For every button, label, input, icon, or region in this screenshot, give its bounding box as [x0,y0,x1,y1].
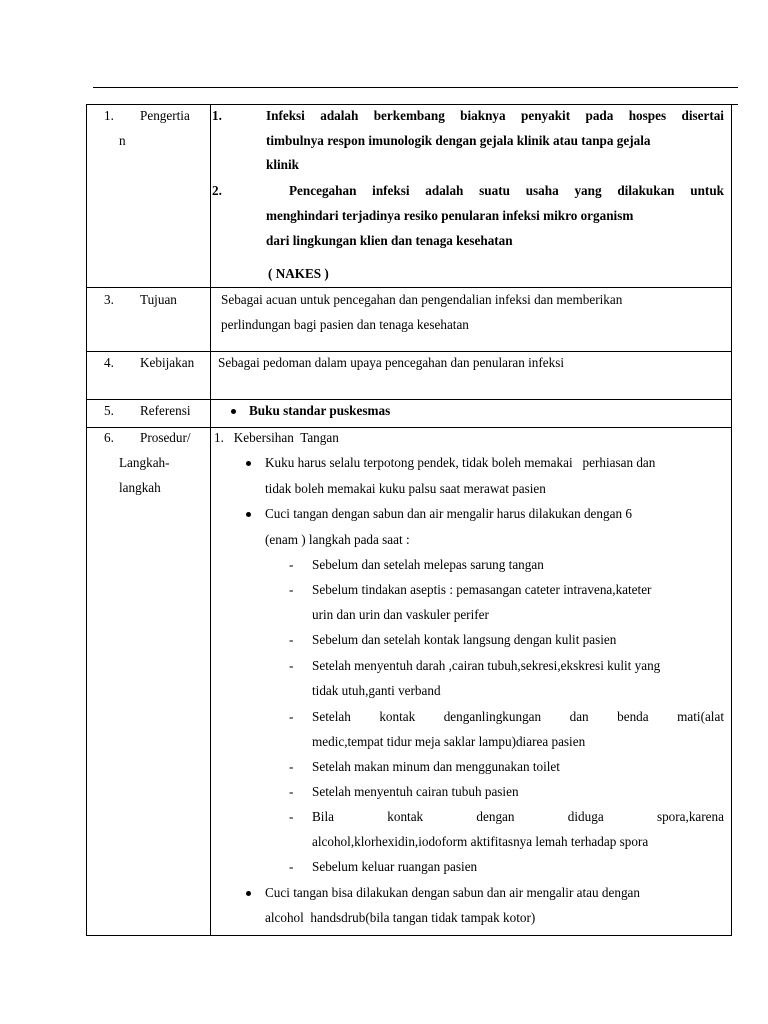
procedure-text: Sebelum keluar ruangan pasien [312,859,478,874]
procedure-text: Sebelum tindakan aseptis : pemasangan cateter intravena,kateter [312,582,652,597]
row-label: Tujuan [140,292,177,307]
row-number: 3. [104,292,114,307]
procedure-text: Sebelum dan setelah melepas sarung tangan [312,557,544,572]
procedure-heading: 1. Kebersihan Tangan [214,430,339,445]
row-label: Prosedur/ [140,430,191,445]
referensi-item: Buku standar puskesmas [249,403,391,418]
bullet-icon [246,891,251,896]
table-border-right [731,104,732,936]
definition-number: 2. [212,183,222,198]
row-label: Referensi [140,403,191,418]
procedure-text: alcohol,klorhexidin,iodoform aktifitasnya lemah terhadap spora [312,834,649,849]
procedure-text: urin dan urin dan vaskuler perifer [312,607,489,622]
row-divider [86,399,731,400]
table-border-bottom [86,935,732,936]
definition-number: 1. [212,108,222,123]
procedure-text: Cuci tangan bisa dilakukan dengan sabun dan air mengalir atau dengan [265,885,640,900]
row-number: 5. [104,403,114,418]
row-divider [86,351,731,352]
dash-marker: - [289,809,294,824]
row-number: 4. [104,355,114,370]
definition-line: klinik [266,157,299,172]
row-label-cont: Langkah- [119,455,170,470]
header-rule [93,87,738,88]
dash-marker: - [289,658,294,673]
bullet-icon [246,512,251,517]
table-border-top [86,104,738,105]
table-border-left [86,104,87,936]
procedure-text: alcohol handsdrub(bila tangan tidak tampak kotor) [265,910,536,925]
definition-line: Infeksi adalah berkembang biaknya penyakit pada hospes disertai [266,108,724,123]
tujuan-text: perlindungan bagi pasien dan tenaga kesehatan [221,317,469,332]
kebijakan-text: Sebagai pedoman dalam upaya pencegahan dan penularan infeksi [218,355,565,370]
dash-marker: - [289,759,294,774]
bullet-icon [231,409,236,414]
procedure-text: Cuci tangan dengan sabun dan air mengalir harus dilakukan dengan 6 [265,506,632,521]
procedure-text: tidak boleh memakai kuku palsu saat merawat pasien [265,481,546,496]
procedure-text: Setelah makan minum dan menggunakan toilet [312,759,560,774]
definition-line: menghindari terjadinya resiko penularan infeksi mikro organism [266,208,634,223]
dash-marker: - [289,582,294,597]
procedure-text: medic,tempat tidur meja saklar lampu)diarea pasien [312,734,586,749]
row-divider [86,427,731,428]
procedure-text: Setelah menyentuh darah ,cairan tubuh,sekresi,ekskresi kulit yang [312,658,661,673]
procedure-text: Bila kontak dengan diduga spora,karena [312,809,724,824]
bullet-icon [246,461,251,466]
definition-line: Pencegahan infeksi adalah suatu usaha yang dilakukan untuk [289,183,724,198]
column-divider [210,104,211,936]
procedure-text: tidak utuh,ganti verband [312,683,441,698]
dash-marker: - [289,632,294,647]
procedure-text: Setelah kontak denganlingkungan dan benda mati(alat [312,709,724,724]
dash-marker: - [289,557,294,572]
tujuan-text: Sebagai acuan untuk pencegahan dan pengendalian infeksi dan memberikan [221,292,623,307]
procedure-text: Sebelum dan setelah kontak langsung dengan kulit pasien [312,632,617,647]
definition-line: timbulnya respon imunologik dengan gejala klinik atau tanpa gejala [266,133,651,148]
nakes-note: ( NAKES ) [268,266,329,281]
row-label: Kebijakan [140,355,195,370]
row-label-cont: n [119,133,126,148]
procedure-text: (enam ) langkah pada saat : [265,532,410,547]
row-divider [86,287,731,288]
dash-marker: - [289,859,294,874]
dash-marker: - [289,709,294,724]
row-label-cont: langkah [119,480,161,495]
definition-line: dari lingkungan klien dan tenaga kesehatan [266,233,513,248]
procedure-text: Kuku harus selalu terpotong pendek, tidak boleh memakai perhiasan dan [265,455,656,470]
procedure-text: Setelah menyentuh cairan tubuh pasien [312,784,519,799]
row-label: Pengertia [140,108,190,123]
row-number: 1. [104,108,114,123]
row-number: 6. [104,430,114,445]
dash-marker: - [289,784,294,799]
